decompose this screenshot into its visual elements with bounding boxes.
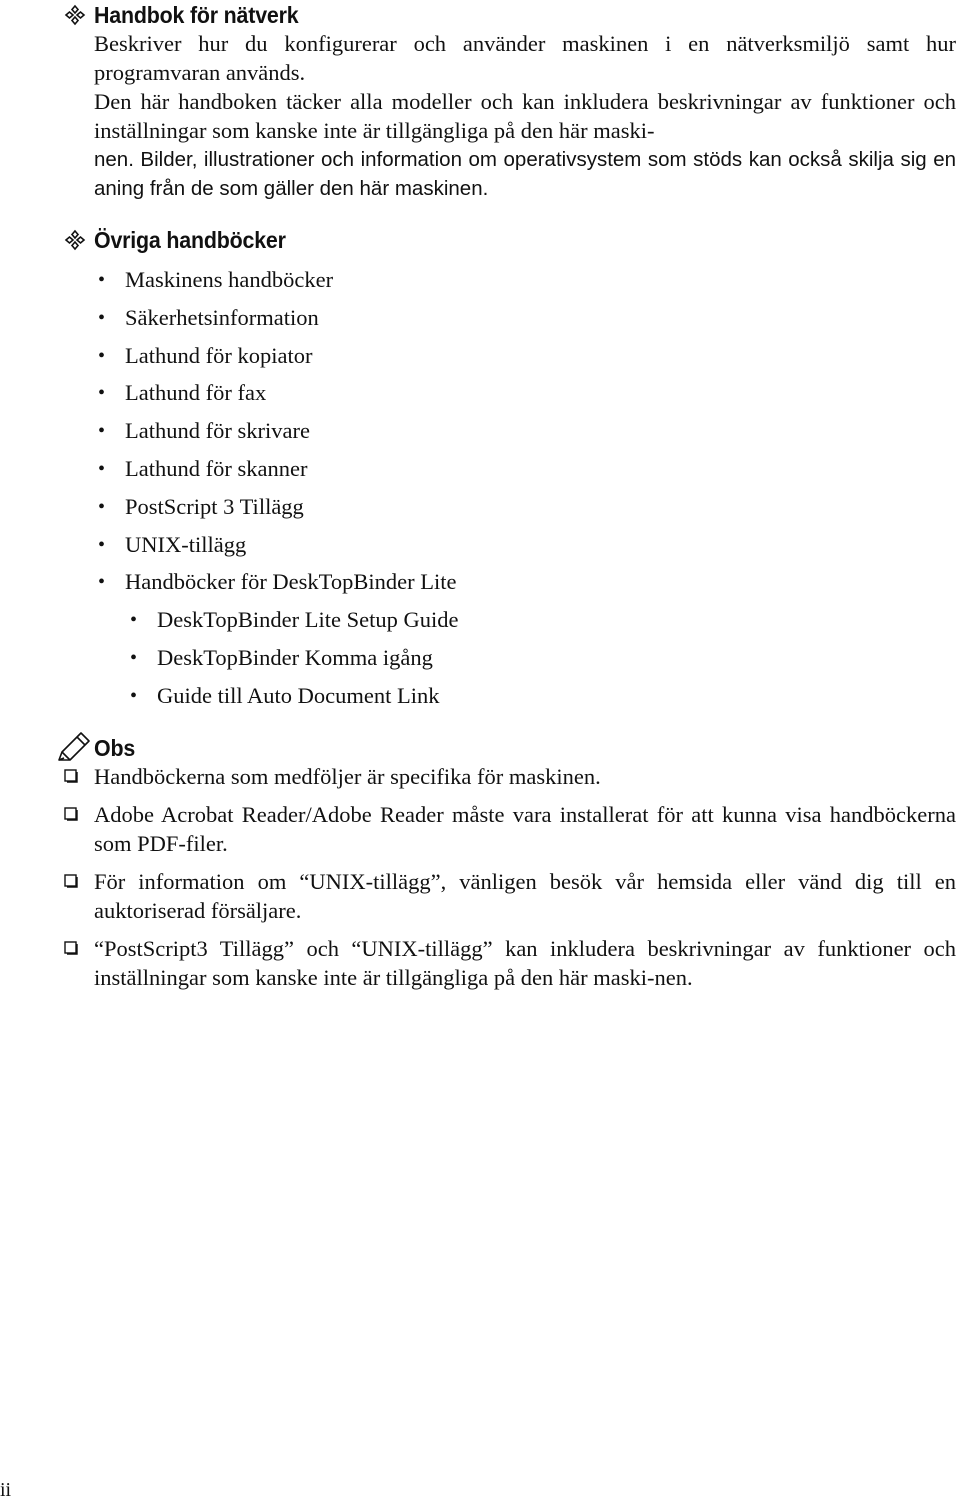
list-item: • Lathund för fax — [125, 378, 456, 416]
paragraph-network-description: Beskriver hur du konfigurerar och använder maskinen i en nätverksmiljö samt hur programvaran används. — [94, 31, 956, 85]
note-item: “PostScript3 Tillägg” och “UNIX-tillägg” kan inkludera beskrivningar av funktioner och inställningar som kanske inte är tillgängliga på den här maski-nen. — [64, 934, 956, 992]
bullet-icon: • — [98, 420, 106, 443]
checkbox-icon — [64, 941, 78, 955]
note-heading — [56, 726, 138, 762]
bullet-icon: • — [98, 571, 106, 594]
bullet-icon: • — [98, 533, 106, 556]
list-item: • Maskinens handböcker — [125, 265, 456, 303]
page-number: ii — [0, 1479, 12, 1501]
list-item: • Säkerhetsinformation — [125, 303, 456, 341]
desktopbinder-sublist — [130, 605, 459, 718]
note-item: Adobe Acrobat Reader/Adobe Reader måste vara installerat för att kunna visa handböckerna som PDF-filer. — [64, 800, 956, 858]
other-guides-list — [98, 265, 457, 605]
list-item: • Lathund för skanner — [125, 454, 456, 492]
list-item: • UNIX-tillägg — [125, 530, 456, 568]
section-heading-other-guides — [64, 225, 300, 255]
bullet-icon: • — [98, 382, 106, 405]
list-item: • Lathund för kopiator — [125, 341, 456, 379]
note-heading-text: Obs — [94, 735, 136, 761]
four-diamond-icon — [64, 229, 86, 251]
list-item: • Handböcker för DeskTopBinder Lite — [125, 567, 456, 605]
checkbox-icon — [64, 807, 78, 821]
paragraph-model-coverage: Den här handboken täcker alla modeller och kan inkludera beskrivningar av funktioner och inställningar som kanske inte är tillgängliga på den här maski- — [94, 89, 956, 143]
four-diamond-icon — [64, 4, 86, 26]
bullet-icon: • — [130, 646, 138, 669]
list-item: • PostScript 3 Tillägg — [125, 492, 456, 530]
section-heading-network-guide — [64, 0, 314, 30]
note-item: För information om “UNIX-tillägg”, vänligen besök vår hemsida eller vänd dig till en auktoriserad försäljare. — [64, 867, 956, 925]
checkbox-icon — [64, 874, 78, 888]
sublist-item: • Guide till Auto Document Link — [157, 681, 459, 719]
bullet-icon: • — [130, 609, 138, 631]
bullet-icon: • — [98, 344, 106, 367]
bullet-icon: • — [98, 269, 106, 291]
note-list — [64, 762, 956, 1001]
list-item: • Lathund för skrivare — [125, 416, 456, 454]
note-item: Handböckerna som medföljer är specifika för maskinen. — [64, 762, 956, 791]
section-heading-text: Handbok för nätverk — [94, 1, 299, 28]
bullet-icon: • — [130, 684, 138, 707]
paragraph-illustration-note: nen. Bilder, illustrationer och information om operativsystem som stöds kan också skilja sig en aning från de som gäller den här maskinen. — [94, 148, 956, 200]
pencil-icon — [56, 730, 92, 762]
sublist-item: • DeskTopBinder Komma igång — [157, 643, 459, 681]
bullet-icon: • — [98, 306, 106, 329]
sublist-item: • DeskTopBinder Lite Setup Guide — [157, 605, 459, 643]
section-heading-text: Övriga handböcker — [94, 226, 286, 253]
bullet-icon: • — [98, 457, 106, 480]
bullet-icon: • — [98, 495, 106, 518]
checkbox-icon — [64, 769, 78, 783]
